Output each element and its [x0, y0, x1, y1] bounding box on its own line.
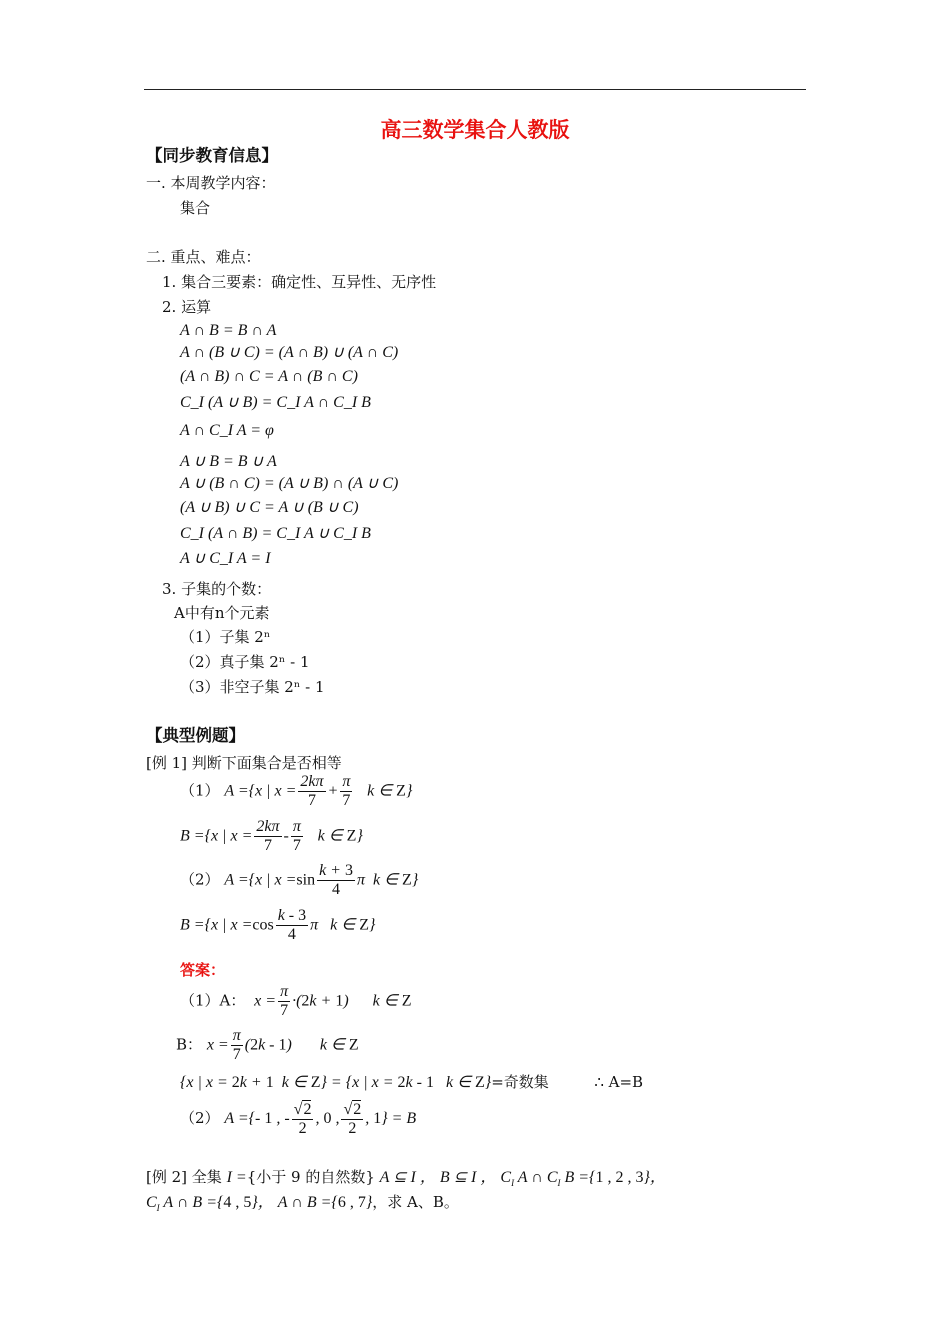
formula-5: A ∩ C_I A = φ [180, 422, 274, 439]
page-title: 高三数学集合人教版 [380, 118, 570, 142]
formula-4: C_I (A ∪ B) = C_I A ∩ C_I B [180, 394, 371, 411]
example2-line2: $C_I$ A ∩ B ={4 , 5}， A ∩ B ={6 , 7}，求 A、B。 [146, 1193, 459, 1214]
example1-q1-a: （1） A ={x | x = $\frac{2k\pi}{7}$ + $\frac{\pi}{7}$ k ∈ Z} [180, 773, 413, 809]
answer1-conclusion: {x | x = 2k + 1 k ∈ Z} = {x | x = 2k - 1 k ∈ Z}=奇数集 ∴ A=B [180, 1073, 644, 1091]
formula-1: A ∩ B = B ∩ A [180, 322, 277, 339]
part1-content: 集合 [180, 199, 211, 217]
part2-heading: 二. 重点、难点： [146, 248, 261, 266]
example1-q2-a: （2） A ={x | x =sin $\frac{k + 3}{4}$ π k ∈ Z} [180, 862, 419, 898]
subset-count-3: （3）非空子集 2ⁿ - 1 [180, 678, 325, 696]
part2-item1: 1. 集合三要素：确定性、互异性、无序性 [162, 273, 437, 291]
example1-label: [例 1] 判断下面集合是否相等 [146, 754, 342, 772]
subset-count-2: （2）真子集 2ⁿ - 1 [180, 653, 310, 671]
formula-9: C_I (A ∩ B) = C_I A ∪ C_I B [180, 525, 371, 542]
example1-q2-b: B ={x | x =cos $\frac{k - 3}{4}$ π k ∈ Z} [180, 907, 376, 943]
subset-count-1: （1）子集 2ⁿ [180, 628, 271, 646]
answer-label: 答案： [180, 961, 226, 979]
example1-q1-b: B ={x | x = $\frac{2k\pi}{7}$ - $\frac{\pi}{7}$ k ∈ Z} [180, 818, 363, 854]
formula-7: A ∪ (B ∩ C) = (A ∪ B) ∩ (A ∪ C) [180, 475, 399, 492]
answer1-a: （1）A： x = $\frac{\pi}{7}$ ·(2k + 1) k ∈ Z [180, 983, 412, 1019]
answer1-b: B： x = $\frac{\pi}{7}$ (2k - 1) k ∈ Z [176, 1027, 359, 1063]
formula-8: (A ∪ B) ∪ C = A ∪ (B ∪ C) [180, 499, 359, 516]
part1-heading: 一. 本周教学内容： [146, 174, 276, 192]
header-rule [144, 89, 806, 90]
formula-2: A ∩ (B ∪ C) = (A ∩ B) ∪ (A ∩ C) [180, 344, 399, 361]
example2-line1: [例 2] 全集 I ={小于 9 的自然数} A ⊆ I ， B ⊆ I ， $C_I$ A ∩ $C_I$ B ={1 , 2 , 3}， [146, 1168, 666, 1189]
formula-6: A ∪ B = B ∪ A [180, 453, 277, 470]
elements-line: A中有n个元素 [174, 604, 270, 622]
part2-item2: 2. 运算 [162, 298, 212, 316]
part2-item3: 3. 子集的个数： [162, 580, 272, 598]
section-typical-examples: 【典型例题】 [146, 726, 245, 745]
formula-10: A ∪ C_I A = I [180, 550, 271, 567]
section-sync-info: 【同步教育信息】 [146, 146, 278, 165]
formula-3: (A ∩ B) ∩ C = A ∩ (B ∩ C) [180, 368, 358, 385]
answer2: （2） A ={- 1 , - $\frac{√2}{2}$ , 0 , $\frac{√2}{2}$ , 1} = B [180, 1101, 417, 1137]
